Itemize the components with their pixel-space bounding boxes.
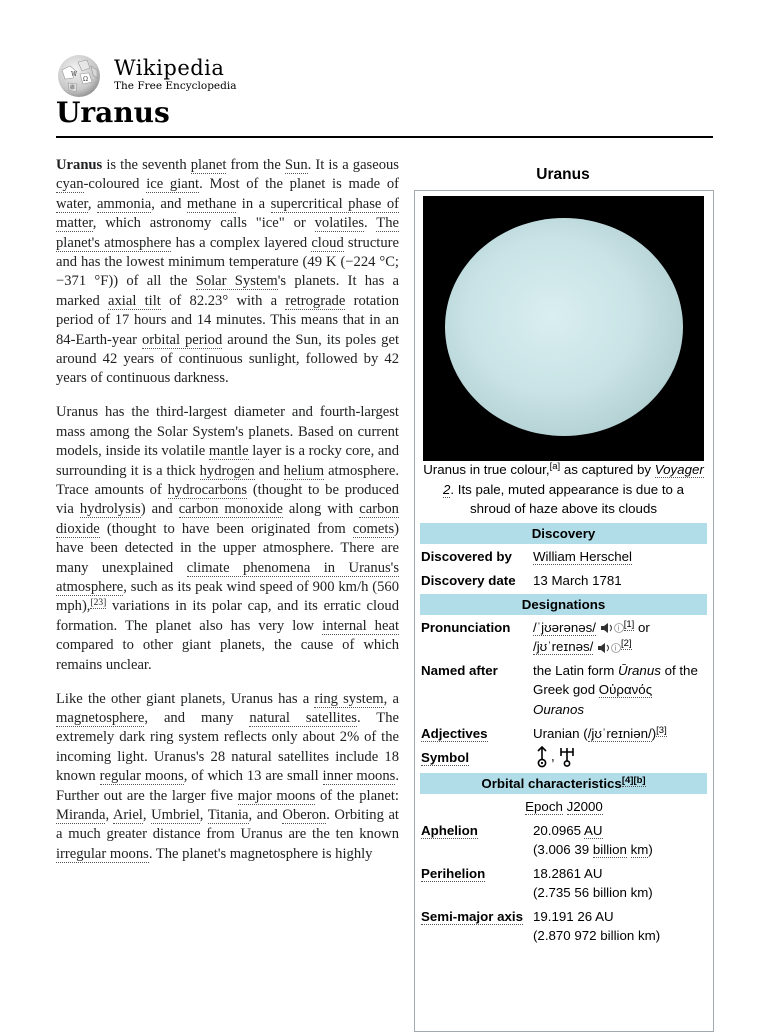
orbital-header-text: Orbital characteristics xyxy=(481,776,622,791)
link-internal-heat[interactable]: internal heat xyxy=(322,617,399,634)
link-au[interactable]: AU xyxy=(584,823,603,838)
text: variations in its polar cap, and its erratic cloud formation. The planet also has very low xyxy=(56,598,399,634)
text: , xyxy=(142,807,152,823)
text: Uranian ( xyxy=(533,726,588,741)
text: , of which 13 are small xyxy=(183,768,323,785)
symbol-label xyxy=(421,748,469,767)
text: . The extremely dark ring system reflects only about 2% of the incoming light. Uranus's 28 natural satellites include 18 known xyxy=(56,709,399,785)
text: and xyxy=(254,462,284,479)
svg-text:維: 維 xyxy=(70,85,76,91)
text: of the Greek god xyxy=(533,663,698,698)
link-aphelion[interactable]: Aphelion xyxy=(421,823,478,838)
link-orbital-period[interactable]: orbital period xyxy=(141,331,223,348)
text: . xyxy=(364,215,377,232)
perihelion-km: (2.735 56 billion km) xyxy=(533,885,653,901)
citation-2[interactable]: [2] xyxy=(621,638,632,650)
infobox xyxy=(414,190,714,1032)
text: from the xyxy=(226,157,285,173)
infobox-title: Uranus xyxy=(536,166,590,183)
citation-3[interactable]: [3] xyxy=(656,725,667,736)
ipa-link-adjective[interactable]: /jʊˈreɪniən/ xyxy=(587,726,652,741)
link-ice-giant[interactable]: ice giant xyxy=(146,176,200,193)
text: , xyxy=(87,195,97,212)
named-after-label: Named after xyxy=(421,663,498,678)
paragraph-3 xyxy=(56,690,399,865)
planet-disc xyxy=(445,218,683,436)
link-mantle[interactable]: mantle xyxy=(208,443,249,460)
link-carbon-monoxide[interactable]: carbon monoxide xyxy=(178,501,283,518)
section-discovery: Discovery xyxy=(420,523,707,544)
speaker-icon[interactable] xyxy=(600,622,624,634)
discovery-date-value: 13 March 1781 xyxy=(533,573,622,588)
semi-major-axis-value xyxy=(533,907,709,946)
paragraph-1 xyxy=(56,156,399,389)
text: atmosphere. Trace amounts of xyxy=(56,462,399,498)
link-supercritical-phase[interactable]: supercritical phase of matter xyxy=(56,195,399,232)
speaker-icon[interactable] xyxy=(597,642,621,654)
link-water[interactable]: water xyxy=(56,195,88,212)
text: (3.006 39 xyxy=(533,842,593,858)
text: rotation period of 17 hours and 14 minutes. This means that in an 84-Earth-year xyxy=(56,292,399,348)
text: , and xyxy=(248,807,283,823)
link-ring-system[interactable]: ring system xyxy=(314,690,384,707)
text: structure and has the lowest minimum temperature (49 K (−224 °C; −371 °F)) of all the xyxy=(56,234,399,290)
text: , such as its peak wind speed of 900 km/h (560 mph), xyxy=(56,579,399,615)
text: Uranus has the third-largest diameter and fourth-largest mass among the Solar System's planets. Based on current models, inside its volatile xyxy=(56,404,399,460)
svg-text:i: i xyxy=(614,644,617,653)
text: 's planets. It has a marked xyxy=(56,273,400,309)
link-voyager-2[interactable]: Voyager 2 xyxy=(443,462,704,497)
pronunciation-value xyxy=(533,618,709,657)
link-km[interactable]: km xyxy=(630,842,649,858)
text: , a xyxy=(383,690,399,707)
latin-name: Ūranus xyxy=(618,663,661,678)
text: (thought to be produced via xyxy=(56,482,399,518)
link-hydrocarbons[interactable]: hydrocarbons xyxy=(167,482,248,498)
wikipedia-globe-icon[interactable] xyxy=(56,54,102,98)
symbol-value xyxy=(533,746,709,768)
text: ) have been detected in the upper atmosphere. There are many unexplained xyxy=(56,520,399,576)
link-methane[interactable]: methane xyxy=(186,195,237,212)
link-volatiles[interactable]: volatiles xyxy=(314,215,365,232)
citation-4-b[interactable]: [4][b] xyxy=(621,775,646,786)
text: . Further out are the larger five xyxy=(56,768,399,804)
link-william-herschel[interactable]: William Herschel xyxy=(533,549,632,564)
sma-km: (2.870 972 billion km) xyxy=(533,928,661,944)
adjectives-value xyxy=(533,724,709,743)
text: . It is a gaseous xyxy=(307,157,399,173)
uranus-image[interactable] xyxy=(423,196,704,461)
link-natural-satellites[interactable]: natural satellites xyxy=(249,709,357,726)
text: -coloured xyxy=(83,176,147,193)
link-ouranos-greek[interactable]: Οὐρανός xyxy=(598,682,653,698)
title-divider xyxy=(56,136,713,138)
section-orbital xyxy=(420,773,707,794)
link-adjectives[interactable]: Adjectives xyxy=(421,726,488,741)
text: layer is a rocky core, and surrounding it is a thick xyxy=(56,443,399,479)
text: along with xyxy=(282,501,360,518)
ipa-link-1[interactable]: /ˈjʊərənəs/ xyxy=(533,620,596,635)
text: . The planet's magnetosphere is highly xyxy=(148,845,373,862)
uranus-astronomical-symbol-icon[interactable] xyxy=(533,746,551,768)
text: ) xyxy=(648,842,653,858)
aphelion-label xyxy=(421,821,478,840)
link-magnetosphere[interactable]: magnetosphere xyxy=(56,709,145,726)
link-carbon-dioxide[interactable]: carbon dioxide xyxy=(56,501,399,537)
link-major-moons[interactable]: major moons xyxy=(237,787,316,804)
text: in a xyxy=(236,195,271,212)
text: , xyxy=(105,807,113,823)
link-perihelion[interactable]: Perihelion xyxy=(421,866,486,881)
text: of 82.23° with a xyxy=(160,292,286,309)
aphelion-au: 20.0965 xyxy=(533,823,582,838)
link-ammonia[interactable]: ammonia xyxy=(96,195,152,212)
text: compared to other giant planets, the cause of which remains unclear. xyxy=(56,637,399,673)
link-hydrogen[interactable]: hydrogen xyxy=(199,462,255,479)
image-caption xyxy=(423,460,704,519)
transliteration: Ouranos xyxy=(533,701,584,717)
page-title: Uranus xyxy=(56,96,170,129)
wikipedia-tagline: The Free Encyclopedia xyxy=(114,80,237,92)
perihelion-au: 18.2861 AU xyxy=(533,866,603,881)
text: or xyxy=(634,620,650,635)
link-climate-phenomena[interactable]: climate phenomena in Uranus's atmosphere xyxy=(56,559,399,596)
text: as captured by xyxy=(560,462,655,477)
citation-23[interactable]: [23] xyxy=(90,598,107,609)
epoch-row xyxy=(415,797,713,816)
link-regular-moons[interactable]: regular moons xyxy=(99,768,184,785)
perihelion-value xyxy=(533,864,709,903)
link-titania[interactable]: Titania xyxy=(207,807,249,823)
uranus-herschel-symbol-icon[interactable] xyxy=(558,746,576,768)
sma-au: 19.191 26 AU xyxy=(533,909,614,924)
wikipedia-wordmark[interactable]: Wikipedia xyxy=(114,56,225,80)
discovered-by-label: Discovered by xyxy=(421,549,512,564)
text: , xyxy=(199,807,208,823)
link-inner-moons[interactable]: inner moons xyxy=(322,768,396,785)
text: , which astronomy calls "ice" or xyxy=(92,215,315,232)
link-atmosphere[interactable]: The planet's atmosphere xyxy=(56,215,399,251)
text: (thought to have been originated from xyxy=(99,520,353,537)
text: . Most of the planet is made of xyxy=(199,176,399,193)
text: . Orbiting at a much greater distance from Uranus are the ten known xyxy=(56,807,399,843)
site-header xyxy=(56,54,356,98)
svg-text:W: W xyxy=(71,71,78,78)
svg-text:i: i xyxy=(617,624,620,633)
adjectives-label xyxy=(421,724,488,743)
subject-name: Uranus xyxy=(56,157,103,173)
text: around the Sun, its poles get around 42 years of continuous sunlight, followed by 42 years of continuous darkness. xyxy=(56,331,399,387)
link-irregular-moons[interactable]: irregular moons xyxy=(56,845,149,862)
ipa-link-2[interactable]: /jʊˈreɪnəs/ xyxy=(533,639,594,655)
discovered-by-value xyxy=(533,547,709,566)
section-designations: Designations xyxy=(420,594,707,615)
text: Like the other giant planets, Uranus has a xyxy=(56,690,315,707)
link-sun[interactable]: Sun xyxy=(284,157,308,173)
discovery-date-label: Discovery date xyxy=(421,573,516,588)
text: Uranus in true colour, xyxy=(423,462,550,477)
link-comets[interactable]: comets xyxy=(352,520,395,537)
link-semi-major-axis[interactable]: Semi-major axis xyxy=(421,909,523,924)
link-symbol[interactable]: Symbol xyxy=(421,750,470,765)
text: , and many xyxy=(144,709,250,726)
text: . Its pale, muted appearance is due to a shroud of haze above its clouds xyxy=(450,481,684,516)
text: of the planet: xyxy=(315,787,399,804)
citation-1[interactable]: [1] xyxy=(623,619,635,630)
link-helium[interactable]: helium xyxy=(283,462,325,479)
link-retrograde[interactable]: retrograde xyxy=(285,292,346,309)
link-planet[interactable]: planet xyxy=(190,157,227,173)
semi-major-axis-label xyxy=(421,907,523,926)
link-cyan[interactable]: cyan xyxy=(56,176,84,193)
footnote-a[interactable]: [a] xyxy=(549,461,561,472)
link-umbriel[interactable]: Umbriel xyxy=(151,807,200,823)
text: ) and xyxy=(140,501,179,518)
pronunciation-label: Pronunciation xyxy=(421,620,511,635)
svg-text:Ω: Ω xyxy=(83,76,88,83)
named-after-value xyxy=(533,661,709,719)
link-miranda[interactable]: Miranda xyxy=(56,807,106,823)
text: is the seventh xyxy=(102,157,191,173)
symbol-separator: , xyxy=(551,748,555,764)
link-axial-tilt[interactable]: axial tilt xyxy=(108,292,161,309)
perihelion-label xyxy=(421,864,485,883)
link-epoch[interactable]: Epoch xyxy=(525,799,563,814)
aphelion-value xyxy=(533,821,709,860)
article-body xyxy=(56,156,399,879)
text: ) xyxy=(651,726,657,741)
link-hydrolysis[interactable]: hydrolysis xyxy=(79,501,141,518)
link-solar-system[interactable]: Solar System xyxy=(195,273,278,290)
link-cloud[interactable]: cloud xyxy=(311,234,344,251)
text: the Latin form xyxy=(533,663,618,678)
link-billion[interactable]: billion xyxy=(592,842,627,858)
link-ariel[interactable]: Ariel xyxy=(112,807,143,823)
text: has a complex layered xyxy=(171,234,312,251)
link-j2000[interactable]: J2000 xyxy=(566,799,603,814)
paragraph-2 xyxy=(56,403,399,675)
text: , and xyxy=(151,195,187,212)
link-oberon[interactable]: Oberon xyxy=(282,807,327,823)
